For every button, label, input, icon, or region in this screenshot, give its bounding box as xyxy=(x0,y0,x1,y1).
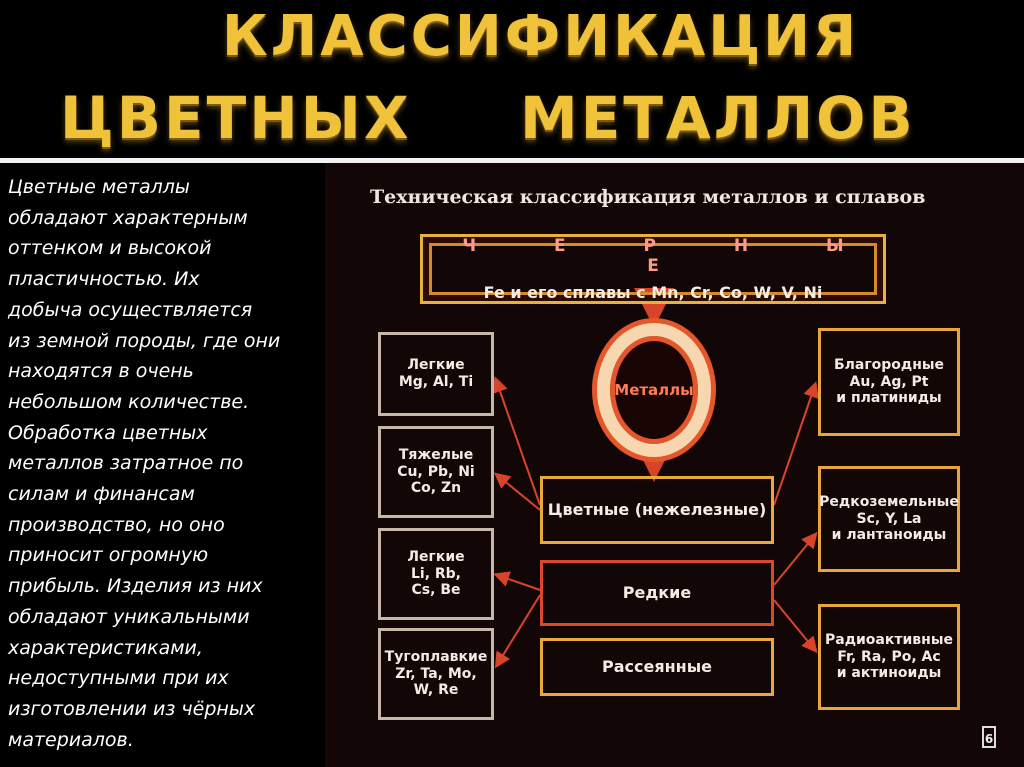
description-line: Обработка цветных xyxy=(8,421,208,444)
description-line: силам и финансам xyxy=(8,483,195,506)
description-line: материалов. xyxy=(8,728,134,751)
description-line: обладают характерным xyxy=(8,206,248,229)
description-line: приносит огромную xyxy=(8,544,209,567)
refractory-metals-box xyxy=(378,628,494,720)
description-line: оттенком и высокой xyxy=(8,237,212,260)
light-rare-metals-box xyxy=(378,528,494,620)
description-line: Цветные металлы xyxy=(8,176,190,198)
metals-label: Металлы xyxy=(614,381,694,399)
description-line: изготовлении из чёрных xyxy=(8,697,256,720)
box-line: Легкие xyxy=(407,548,465,565)
arrow-rare-to-refractory xyxy=(497,595,540,665)
ferrous-metals-box xyxy=(420,234,886,304)
dispersed-label: Рассеянные xyxy=(601,657,713,677)
description-line: производство, но оно xyxy=(8,513,225,536)
box-line: Mg, Al, Ti xyxy=(398,374,474,390)
box-line: Fr, Ra, Po, Ac xyxy=(837,648,941,665)
description-line: обладают уникальными xyxy=(8,605,250,628)
box-line: и актиноиды xyxy=(836,665,942,682)
metals-ring xyxy=(597,323,711,457)
description-line: пластичностью. Их xyxy=(8,268,200,291)
arrow-rare-to-radioactive xyxy=(774,600,815,650)
arrow-nonferrous-to-heavy xyxy=(497,475,540,510)
arrow-rare-to-rare-earth xyxy=(774,535,815,585)
box-line: Редкоземельные xyxy=(819,493,959,510)
radioactive-metals-box xyxy=(818,604,960,710)
nonferrous-box xyxy=(540,476,774,544)
description-line: недоступными при их xyxy=(8,667,229,690)
description-line: металлов затратное по xyxy=(8,452,244,475)
box-line: Co, Zn xyxy=(410,480,462,497)
nonferrous-label: Цветные (нежелезные) xyxy=(547,500,767,520)
ferrous-label: Ч Е Р Н Ы Е xyxy=(462,236,880,277)
box-line: Тугоплавкие xyxy=(384,648,488,665)
arrow-rare-to-light xyxy=(497,575,540,590)
box-line: и лантаноиды xyxy=(831,527,947,544)
box-line: Zr, Ta, Mo, xyxy=(395,665,477,682)
rare-label: Редкие xyxy=(622,583,692,603)
rare-box xyxy=(540,560,774,626)
ferrous-members: Fe и его сплавы с Mn, Cr, Co, W, V, Ni xyxy=(483,282,823,302)
box-line: W, Re xyxy=(413,682,459,699)
arrow-nonferrous-to-noble xyxy=(774,385,815,505)
box-line: Au, Ag, Pt xyxy=(849,373,929,390)
box-line: и платиниды xyxy=(836,390,942,407)
light-metals-box xyxy=(378,332,494,416)
description-line: из земной породы, где они xyxy=(8,329,281,352)
arrow-nonferrous-to-light xyxy=(496,380,540,505)
dispersed-box xyxy=(540,638,774,696)
box-line: Радиоактивные xyxy=(824,631,953,648)
description-line: прибыль. Изделия из них xyxy=(8,575,263,598)
description-line: небольшом количестве. xyxy=(8,390,250,413)
box-line: Легкие xyxy=(407,357,465,374)
slide-title-word-1: ЦВЕТНЫХ xyxy=(60,84,412,152)
box-line: Тяжелые xyxy=(398,446,474,463)
box-line: Благородные xyxy=(833,356,945,373)
heavy-metals-box xyxy=(378,426,494,518)
description-line: находятся в очень xyxy=(8,360,194,383)
description-line: характеристиками, xyxy=(8,636,203,659)
rare-earth-metals-box xyxy=(818,466,960,572)
box-line: Cu, Pb, Ni xyxy=(397,463,475,480)
slide-number: 6 xyxy=(982,726,996,748)
description-line: добыча осуществляется xyxy=(8,298,253,321)
box-line: Sc, Y, La xyxy=(856,510,922,527)
box-line: Li, Rb, xyxy=(410,565,462,582)
noble-metals-box xyxy=(818,328,960,436)
box-line: Cs, Be xyxy=(411,582,461,599)
slide-title-line-1: КЛАССИФИКАЦИЯ xyxy=(222,4,860,69)
diagram-title: Техническая классификация металлов и сплавов xyxy=(370,186,926,208)
slide-title-word-2: МЕТАЛЛОВ xyxy=(520,84,916,152)
